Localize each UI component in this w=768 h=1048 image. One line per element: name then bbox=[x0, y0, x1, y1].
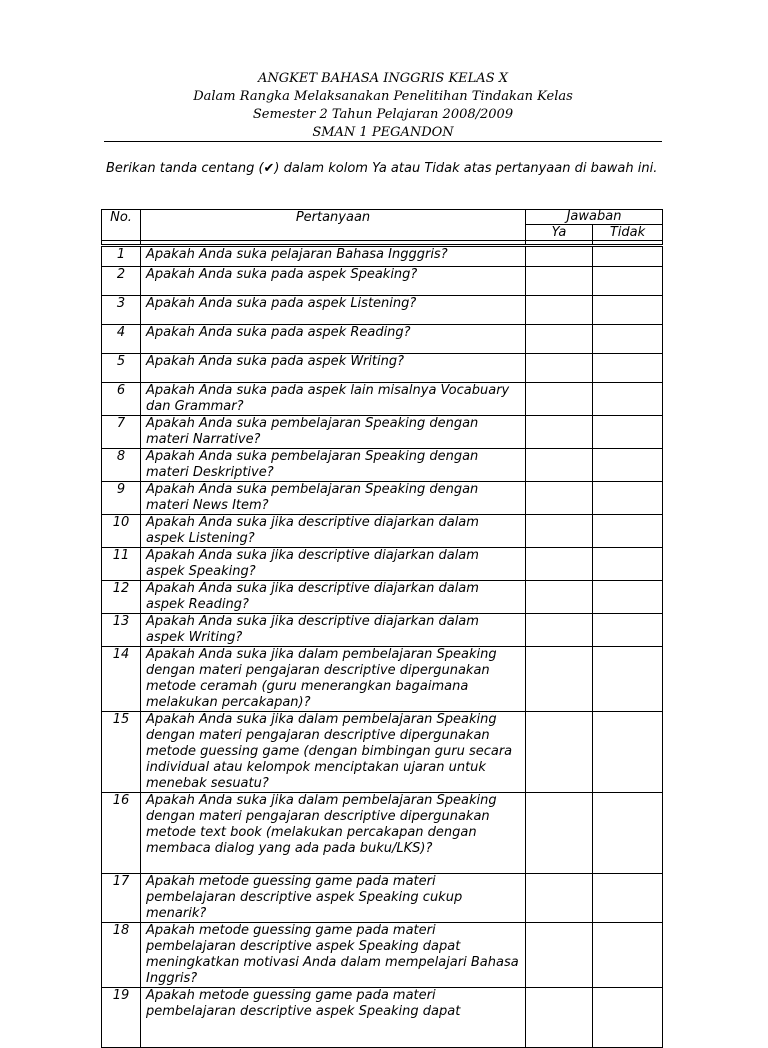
table-row bbox=[102, 383, 663, 416]
table-row bbox=[102, 325, 663, 354]
question-number: 8 bbox=[102, 449, 141, 482]
column-header-no-answer: Tidak bbox=[593, 225, 663, 241]
question-number: 1 bbox=[102, 246, 141, 267]
question-text: Apakah Anda suka pembelajaran Speaking dengan materi News Item? bbox=[141, 482, 526, 515]
answer-cell-yes[interactable] bbox=[526, 325, 593, 354]
question-text: Apakah Anda suka pelajaran Bahasa Ingggris? bbox=[141, 246, 526, 267]
header-title: ANGKET BAHASA INGGRIS KELAS X bbox=[257, 71, 508, 86]
question-number: 10 bbox=[102, 515, 141, 548]
table-row bbox=[102, 246, 663, 267]
table-row bbox=[102, 296, 663, 325]
answer-cell-yes[interactable] bbox=[526, 515, 593, 548]
answer-cell-no[interactable] bbox=[593, 383, 663, 416]
question-number: 5 bbox=[102, 354, 141, 383]
answer-cell-yes[interactable] bbox=[526, 296, 593, 325]
question-text: Apakah Anda suka pada aspek Reading? bbox=[141, 325, 526, 354]
answer-cell-yes[interactable] bbox=[526, 482, 593, 515]
instruction-text: Berikan tanda centang (✔) dalam kolom Ya atau Tidak atas pertanyaan di bawah ini. bbox=[106, 161, 658, 176]
column-header-yes: Ya bbox=[526, 225, 593, 241]
question-number: 7 bbox=[102, 416, 141, 449]
question-number: 11 bbox=[102, 548, 141, 581]
table-row bbox=[102, 449, 663, 482]
table-row bbox=[102, 267, 663, 296]
question-number: 16 bbox=[102, 793, 141, 874]
answer-cell-yes[interactable] bbox=[526, 416, 593, 449]
answer-cell-no[interactable] bbox=[593, 296, 663, 325]
question-text: Apakah Anda suka jika descriptive diajarkan dalam aspek Writing? bbox=[141, 614, 526, 647]
question-text: Apakah metode guessing game pada materi pembelajaran descriptive aspek Speaking dapat meningkatkan motivasi Anda dalam mempelajari Bahasa Inggris? bbox=[141, 923, 526, 988]
answer-cell-no[interactable] bbox=[593, 793, 663, 874]
answer-cell-no[interactable] bbox=[593, 923, 663, 988]
question-text: Apakah Anda suka jika descriptive diajarkan dalam aspek Reading? bbox=[141, 581, 526, 614]
question-number: 3 bbox=[102, 296, 141, 325]
answer-cell-no[interactable] bbox=[593, 416, 663, 449]
table-row bbox=[102, 712, 663, 793]
question-text: Apakah Anda suka pembelajaran Speaking dengan materi Deskriptive? bbox=[141, 449, 526, 482]
table-row bbox=[102, 416, 663, 449]
column-header-question: Pertanyaan bbox=[141, 210, 526, 241]
table-row bbox=[102, 548, 663, 581]
questionnaire-table bbox=[101, 209, 663, 1048]
answer-cell-no[interactable] bbox=[593, 325, 663, 354]
answer-cell-no[interactable] bbox=[593, 581, 663, 614]
answer-cell-yes[interactable] bbox=[526, 354, 593, 383]
answer-cell-yes[interactable] bbox=[526, 874, 593, 923]
header-school: SMAN 1 PEGANDON bbox=[312, 125, 454, 140]
question-number: 19 bbox=[102, 988, 141, 1048]
question-number: 15 bbox=[102, 712, 141, 793]
answer-cell-yes[interactable] bbox=[526, 581, 593, 614]
table-row bbox=[102, 923, 663, 988]
answer-cell-no[interactable] bbox=[593, 246, 663, 267]
answer-cell-no[interactable] bbox=[593, 548, 663, 581]
header-semester: Semester 2 Tahun Pelajaran 2008/2009 bbox=[252, 107, 514, 122]
question-text: Apakah Anda suka jika descriptive diajarkan dalam aspek Listening? bbox=[141, 515, 526, 548]
answer-cell-no[interactable] bbox=[593, 449, 663, 482]
document-header bbox=[104, 70, 662, 142]
table-row bbox=[102, 793, 663, 874]
answer-cell-yes[interactable] bbox=[526, 267, 593, 296]
table-row bbox=[102, 647, 663, 712]
question-text: Apakah Anda suka jika descriptive diajarkan dalam aspek Speaking? bbox=[141, 548, 526, 581]
question-number: 14 bbox=[102, 647, 141, 712]
question-text: Apakah Anda suka pada aspek Listening? bbox=[141, 296, 526, 325]
answer-cell-no[interactable] bbox=[593, 874, 663, 923]
table-row bbox=[102, 354, 663, 383]
answer-cell-yes[interactable] bbox=[526, 988, 593, 1048]
answer-cell-yes[interactable] bbox=[526, 647, 593, 712]
answer-cell-no[interactable] bbox=[593, 267, 663, 296]
question-number: 2 bbox=[102, 267, 141, 296]
question-text: Apakah metode guessing game pada materi pembelajaran descriptive aspek Speaking cukup menarik? bbox=[141, 874, 526, 923]
answer-cell-no[interactable] bbox=[593, 988, 663, 1048]
question-text: Apakah metode guessing game pada materi pembelajaran descriptive aspek Speaking dapat bbox=[141, 988, 526, 1048]
question-number: 6 bbox=[102, 383, 141, 416]
question-text: Apakah Anda suka jika dalam pembelajaran Speaking dengan materi pengajaran descriptive dipergunakan metode text book (melakukan percakapan dengan membaca dialog yang ada pada buku/LKS)? bbox=[141, 793, 526, 874]
question-text: Apakah Anda suka pada aspek lain misalnya Vocabuary dan Grammar? bbox=[141, 383, 526, 416]
answer-cell-no[interactable] bbox=[593, 482, 663, 515]
column-header-answer: Jawaban bbox=[526, 210, 663, 225]
answer-cell-no[interactable] bbox=[593, 515, 663, 548]
question-number: 9 bbox=[102, 482, 141, 515]
header-divider bbox=[104, 141, 662, 142]
question-number: 13 bbox=[102, 614, 141, 647]
answer-cell-yes[interactable] bbox=[526, 923, 593, 988]
question-text: Apakah Anda suka jika dalam pembelajaran Speaking dengan materi pengajaran descriptive dipergunakan metode guessing game (dengan bimbingan guru secara individual atau kelompok menciptakan ujaran untuk menebak sesuatu? bbox=[141, 712, 526, 793]
table-row bbox=[102, 874, 663, 923]
answer-cell-no[interactable] bbox=[593, 614, 663, 647]
question-text: Apakah Anda suka pembelajaran Speaking dengan materi Narrative? bbox=[141, 416, 526, 449]
column-header-no: No. bbox=[102, 210, 141, 241]
table-row bbox=[102, 515, 663, 548]
question-number: 4 bbox=[102, 325, 141, 354]
question-number: 12 bbox=[102, 581, 141, 614]
question-rows bbox=[102, 246, 663, 1048]
answer-cell-yes[interactable] bbox=[526, 246, 593, 267]
answer-cell-yes[interactable] bbox=[526, 712, 593, 793]
answer-cell-yes[interactable] bbox=[526, 449, 593, 482]
answer-cell-no[interactable] bbox=[593, 712, 663, 793]
table-row bbox=[102, 614, 663, 647]
question-text: Apakah Anda suka pada aspek Writing? bbox=[141, 354, 526, 383]
answer-cell-yes[interactable] bbox=[526, 383, 593, 416]
question-text: Apakah Anda suka pada aspek Speaking? bbox=[141, 267, 526, 296]
answer-cell-yes[interactable] bbox=[526, 548, 593, 581]
answer-cell-yes[interactable] bbox=[526, 614, 593, 647]
header-subtitle: Dalam Rangka Melaksanakan Penelitihan Tindakan Kelas bbox=[193, 89, 573, 104]
table-row bbox=[102, 988, 663, 1048]
question-number: 18 bbox=[102, 923, 141, 988]
question-number: 17 bbox=[102, 874, 141, 923]
answer-cell-no[interactable] bbox=[593, 354, 663, 383]
table-row bbox=[102, 482, 663, 515]
answer-cell-no[interactable] bbox=[593, 647, 663, 712]
question-text: Apakah Anda suka jika dalam pembelajaran Speaking dengan materi pengajaran descriptive dipergunakan metode ceramah (guru menerangkan bagaimana melakukan percakapan)? bbox=[141, 647, 526, 712]
answer-cell-yes[interactable] bbox=[526, 793, 593, 874]
table-row bbox=[102, 581, 663, 614]
